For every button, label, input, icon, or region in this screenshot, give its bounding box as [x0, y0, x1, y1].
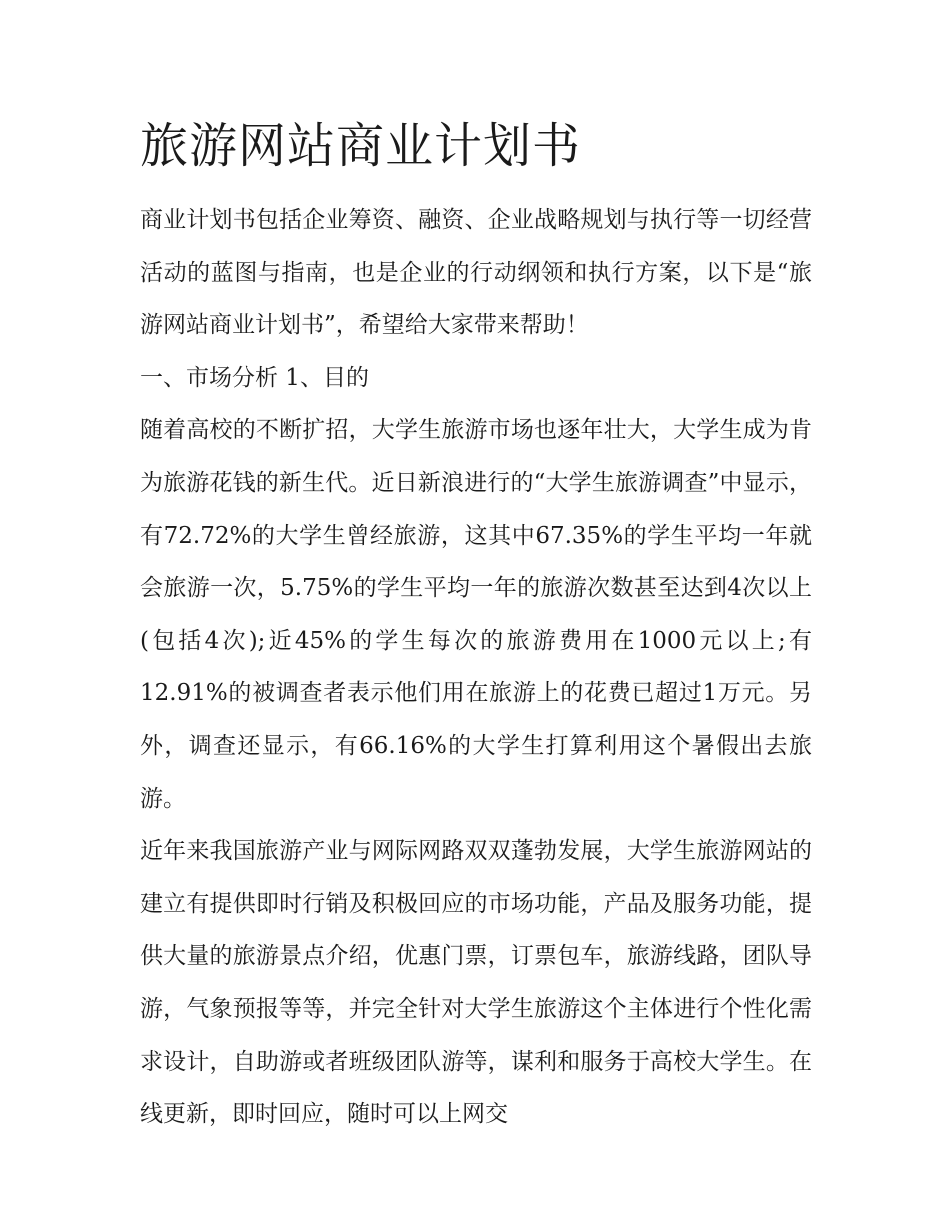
document-page [140, 110, 812, 1141]
section-heading: 一、市场分析 1、目的 [140, 364, 369, 391]
market-paragraph-1: 随着高校的不断扩招，大学生旅游市场也逐年壮大，大学生成为肯为旅游花钱的新生代。近日新浪进行的“大学生旅游调查”中显示，有72.72%的大学生曾经旅游，这其中67.35%的学生平均一年就会旅游一次，5.75%的学生平均一年的旅游次数甚至达到4次以上(包括4次);近45%的学生每次的旅游费用在1000元以上;有12.91%的被调查者表示他们用在旅游上的花费已超过1万元。另外，调查还显示，有66.16%的大学生打算利用这个暑假出去旅游。 [140, 417, 812, 812]
market-paragraph-2: 近年来我国旅游产业与网际网路双双蓬勃发展，大学生旅游网站的建立有提供即时行销及积极回应的市场功能，产品及服务功能，提供大量的旅游景点介绍，优惠门票，订票包车，旅游线路，团队导游，气象预报等等，并完全针对大学生旅游这个主体进行个性化需求设计，自助游或者班级团队游等，谋利和服务于高校大学生。在线更新，即时回应，随时可以上网交 [140, 838, 812, 1128]
document-title: 旅游网站商业计划书 [140, 118, 582, 174]
intro-paragraph: 商业计划书包括企业筹资、融资、企业战略规划与执行等一切经营活动的蓝图与指南，也是企业的行动纲领和执行方案，以下是“旅游网站商业计划书”，希望给大家带来帮助！ [140, 207, 812, 339]
